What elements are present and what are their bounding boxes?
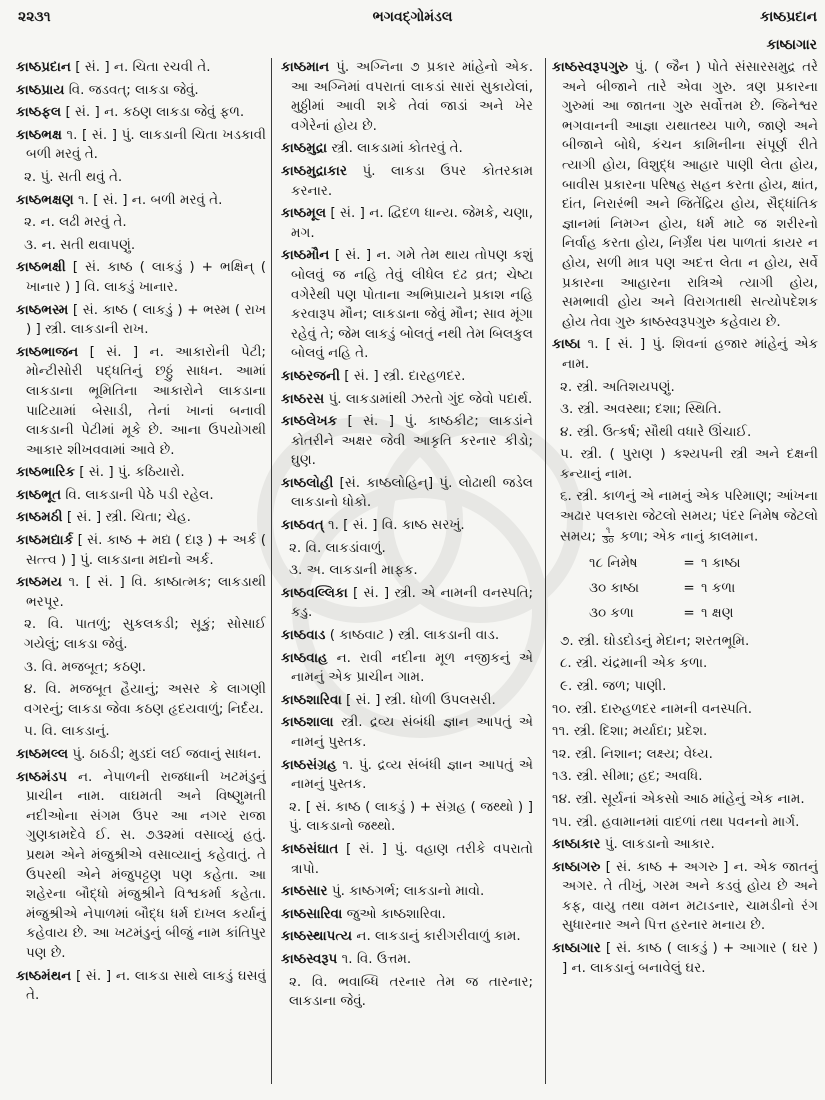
headword: કાષ્ઠવલ્લિકા (281, 584, 348, 601)
sense: ૫. વિ. લાકડાનું. (24, 723, 110, 740)
column-divider (545, 58, 546, 1084)
sense: ૧૧. સ્ત્રી. દિશા; મર્યાદા; પ્રદેશ. (552, 723, 708, 740)
definition: સ્ત્રી. લાકડામાં કોતરવું તે. (331, 140, 463, 157)
column-3 (552, 58, 818, 1088)
headword: કાષ્ઠસ્વરૂપગુરુ (552, 59, 629, 75)
column-2 (281, 58, 533, 1088)
sense-text: કળા; એક નાનું કાલમાન. (620, 528, 759, 545)
time-unit-table (552, 551, 818, 626)
headword: કાષ્ઠફલ (16, 104, 62, 121)
headword: કાષ્ઠશારિવા (281, 691, 342, 708)
headword: કાષ્ઠસ્વરૂપ (281, 950, 338, 967)
sense: ૩. સ્ત્રી. અવસ્થા; દશા; સ્થિતિ. (560, 401, 722, 418)
definition: ૧. [ સં. ] વિ. કાષ્ઠ સરખું. (327, 517, 465, 534)
sense: ૭. સ્ત્રી. ઘોડદોડનું મેદાન; શરતભૂમિ. (560, 632, 750, 649)
rhs: ૧ કાષ્ઠા (701, 554, 741, 571)
dictionary-entry (281, 905, 533, 925)
definition: [ સં. ] સ્ત્રી. દારહળદર. (344, 367, 466, 384)
definition: પું. લાકડા ઉપર કોતરકામ કરનાર. (291, 162, 533, 199)
definition: પું. અગ્નિના ૭ પ્રકાર માંહેનો એક. આ અગ્નિમાં વપરાતાં લાકડાં સારાં સુકાયેલાં, મુઠ્ઠીમાં આવી શકે તેવાં જાડાં અને ખેર વગેરેનાં હોય છે. (291, 59, 533, 134)
dictionary-entry (16, 103, 266, 123)
dictionary-entry (281, 882, 533, 902)
dictionary-entry (281, 713, 533, 752)
definition: [ સં. ] ન. કઠણ લાકડા જેવું ફળ. (65, 104, 245, 121)
dictionary-entry (552, 58, 818, 332)
dictionary-entry (16, 463, 266, 483)
headword: કાષ્ઠભારિક (16, 464, 75, 481)
dictionary-entry (16, 58, 266, 78)
definition: [ સં. ] પું. વહાણ તરીકે વપરાતો ત્રાપો. (291, 840, 533, 877)
definition: વિ. લાકડાની પેઠે પડી રહેલ. (65, 486, 214, 503)
headword: કાષ્ઠસંઘાત (281, 840, 339, 857)
definition: [સં. કાષ્ઠલોહિન્] પું. લોઢાથી જડેલ લાકડાનો ધોકો. (291, 474, 533, 511)
dictionary-entry (16, 191, 266, 211)
definition: [ સં. ] પું. કઠિયારો. (79, 464, 185, 481)
sense: ૪. સ્ત્રી. ઉત્કર્ષ; સૌથી વધારે ઊંચાઈ. (560, 423, 752, 440)
headword: કાષ્ઠવાહ (281, 649, 328, 666)
lhs: ૩૦ કાષ્ઠા (589, 579, 640, 596)
definition: પું. ( જૈન ) પોતે સંસારસમુદ્ર તરે અને બીજાને તારે એવા ગુરુ. ત્રણ પ્રકારના ગુરુમાં આ જાતના ગુરુ સર્વોત્તમ છે. જિનેશ્વર ભગવાનની આજ્ઞા યથાતથ્ય પાળે, જાણે અને બીજાને બોધે, કંચન કામિનીના સંપૂર્ણ રીતે ત્યાગી હોય, વિશુદ્ધ આહાર પાણી લેતા હોય, બાવીસ પ્રકારના પરિષહ સહન કરતા હોય, ક્ષાંત, દાંત, નિરારંભી અને જિતેંદ્રિય હોય, સૈદ્ધાંતિક જ્ઞાનમાં નિમગ્ન હોય, ધર્મ માટે જ શરીરનો નિર્વાહ કરતા હોય, નિર્ગ્રંથ પંથ પાળતાં કાયર ન હોય, સળી માત્ર પણ અદત્ત લેતા ન હોય, સર્વે પ્રકારના આહારના રાત્રિએ ત્યાગી હોય, સમભાવી હોય અને વિરાગતાથી સત્યોપદેશક હોય તેવા ગુરુ કાષ્ઠસ્વરૂપગુરુ કહેવાય છે. (562, 59, 818, 330)
sense: ૫. સ્ત્રી. ( પુરાણ ) કશ્યપની સ્ત્રી અને દક્ષની કન્યાનું નામ. (560, 446, 818, 482)
definition: પું. કાષ્ઠગર્ભ; લાકડાનો માવો. (331, 883, 485, 900)
headword: કાષ્ઠમૂલ (281, 205, 327, 222)
dictionary-entry (281, 390, 533, 410)
lhs: ૧૮ નિમેષ (589, 554, 638, 571)
dictionary-entry (281, 950, 533, 970)
dictionary-entry (16, 508, 266, 528)
definition: [ સં. ] સ્ત્રી. એ નામની વનસ્પતિ; કડુ. (291, 584, 533, 621)
definition: ૧. પું. દ્રવ્ય સંબંધી જ્ઞાન આપતું એ નામનું પુસ્તક. (291, 756, 533, 793)
equals-sign: = (683, 554, 695, 571)
definition: પું. લાકડામાંથી ઝરતો ગુંદ જેવો પદાર્થ. (328, 390, 533, 407)
definition: [ સં. કાષ્ઠ ( લાકડું ) + આગાર ( ઘર ) ] ન. લાકડાનું બનાવેલું ઘર. (562, 940, 818, 976)
sense: ૨. [ સં. કાષ્ઠ ( લાકડું ) + સંગ્રહ ( જથ્થો ) ] પું. લાકડાનો જથ્થો. (289, 798, 533, 835)
definition: ૧. વિ. ઉત્તમ. (341, 950, 412, 967)
dictionary-entry (281, 412, 533, 471)
definition: સ્ત્રી. દ્રવ્ય સંબંધી જ્ઞાન આપતું એ નામનું પુસ્તક. (291, 714, 533, 750)
definition: ન. નેપાળની રાજધાની ખટમંડુનું પ્રાચીન નામ. વાઘમતી અને વિષ્ણુમતી નદીઓના સંગમ ઉપર આ નગર રાજા ગુણકામદેવે ઈ. સ. ૭૩૨માં વસાવ્યું હતું. પ્રથમ એને મંજુશ્રીએ વસાવ્યાનું કહેવાતું. તે ઉપરથી એને મંજુપટ્ટણ પણ કહેતા. આ શહેરના બૌદ્ધો મંજુશ્રીને વિશ્વકર્મા કહેતા. મંજુશ્રીએ નેપાળમાં બૌદ્ધ ધર્મ દાખલ કર્યાનું કહેવાય છે. આ ખટમંડુનું બીજું નામ કાંતિપુર પણ છે. (26, 768, 266, 961)
sense: ૨. ન. લઢી મરવું તે. (24, 214, 127, 231)
headword: કાષ્ઠમાન (281, 59, 330, 75)
dictionary-entry (16, 486, 266, 506)
dictionary-entry (16, 745, 266, 765)
guide-word-first: કાષ્ઠપ્રદાન (760, 9, 817, 25)
column-1 (16, 58, 266, 1088)
headword: કાષ્ઠમય (16, 574, 62, 591)
guide-word-last: કાષ્ઠાગાર (766, 37, 817, 53)
definition: [ સં. ] સ્ત્રી. ધોળી ઉપલસરી. (346, 691, 496, 708)
headword: કાષ્ઠમંથન (16, 967, 72, 984)
dictionary-entry (281, 516, 533, 536)
headword: કાષ્ઠશાલા (281, 714, 334, 731)
headword: કાષ્ઠપ્રાય (16, 81, 65, 98)
sense: ૧૨. સ્ત્રી. નિશાન; લક્ષ્ય; વેધ્ય. (552, 745, 713, 762)
dictionary-entry (16, 258, 266, 297)
headword: કાષ્ઠરજની (281, 367, 340, 384)
time-unit-row (552, 551, 818, 576)
fraction-denominator: ૩૦ (602, 535, 614, 546)
headword: કાષ્ઠમદ્યાર્ક (16, 532, 74, 549)
headword: કાષ્ઠસ્થાપત્ય (281, 928, 353, 945)
sense: ૩. ન. સતી થવાપણું. (24, 236, 136, 253)
sense: ૧૫. સ્ત્રી. હવામાનમાં વાદળાં તથા પવનનો માર્ગ. (552, 813, 800, 830)
headword: કાષ્ઠવાડ (281, 627, 326, 644)
definition: [ સં. કાષ્ઠ ( લાકડું ) + ભક્ષિન્ ( ખાનાર ) ] વિ. લાકડું ખાનાર. (26, 259, 266, 295)
dictionary-entry (552, 939, 818, 978)
headword: કાષ્ઠપ્રદાન (16, 59, 71, 75)
sense: ૨. વિ. લાકડાંવાળું. (289, 539, 386, 556)
headword: કાષ્ઠલેખક (281, 413, 338, 430)
dictionary-entry (281, 840, 533, 879)
definition: ૧. [ સં. ] પું. લાકડાની ચિતા ખડકાવી બળી મરવું તે. (26, 126, 266, 163)
rhs: ૧ ક્ષણ (701, 604, 734, 621)
definition: [ સં. કાષ્ઠ + અગરુ ] ન. એક જાતનું અગર. તે તીખું, ગરમ અને કડવું હોય છે અને કફ, વાયુ તથા વમન મટાડનાર, ચામડીનો રંગ સુધારનાર અને પિત્ત હરનાર મનાય છે. (562, 858, 818, 934)
dictionary-entry (552, 858, 818, 936)
definition: ન. રાવી નદીના મૂળ નજીકનું એ નામનું એક પ્રાચીન ગામ. (291, 649, 533, 686)
sense: ૨. પું. સતી થવું તે. (24, 168, 123, 185)
headword: કાષ્ઠા (552, 336, 581, 353)
dictionary-entry (281, 204, 533, 243)
definition: [ સં. ] ન. દ્વિદળ ધાન્ય. જેમકે, ચણા, મગ. (291, 205, 533, 241)
time-unit-row (552, 601, 818, 626)
dictionary-entry (281, 162, 533, 201)
dictionary-entry (281, 756, 533, 795)
dictionary-entry (281, 584, 533, 623)
dictionary-entry (552, 835, 818, 855)
definition: ન. લાકડાનું કારીગરીવાળું કામ. (356, 928, 521, 945)
definition: પું. લાકડાનો આકાર. (604, 836, 715, 853)
definition: ૧. [ સં. ] વિ. કાષ્ઠાત્મક; લાકડાથી ભરપૂર. (26, 574, 266, 610)
dictionary-entry (281, 649, 533, 688)
dictionary-entry (16, 301, 266, 340)
definition: [ સં. ] સ્ત્રી. ચિતા; ચેહ. (66, 509, 191, 526)
headword: કાષ્ઠરસ (281, 390, 325, 407)
dictionary-entry (281, 626, 533, 646)
book-title: ભગવદ્ગોમંડલ (372, 9, 453, 25)
equals-sign: = (683, 579, 695, 596)
dictionary-entry (281, 246, 533, 364)
rhs: ૧ કળા (701, 579, 736, 596)
definition: [ સં. ] ન. લાકડા સાથે લાકડું ઘસવું તે. (26, 967, 266, 1004)
headword: કાષ્ઠભક્ષ (16, 126, 62, 143)
dictionary-entry (16, 126, 266, 165)
time-unit-row (552, 576, 818, 601)
headword: કાષ્ઠભક્ષણ (16, 191, 74, 208)
definition: ૧. [ સં. ] ન. બળી મરવું તે. (77, 191, 223, 208)
sense: ૧૪. સ્ત્રી. સૂર્યનાં એકસો આઠ માંહેનું એક નામ. (552, 790, 805, 807)
definition: [ સં. ] પું. કાષ્ઠકીટ; લાકડાંને કોતરીને અક્ષર જેવી આકૃતિ કરનાર કીડો; ઘુણ. (291, 413, 533, 469)
headword: કાષ્ઠાગરુ (552, 858, 601, 875)
headword: કાષ્ઠમુદ્રાકાર (281, 162, 347, 179)
definition: ૧. [ સં. ] પું. શિવનાં હજાર માંહેનું એક નામ. (562, 336, 818, 372)
sense: ૨. વિ. પાતળું; સુકલકડી; સૂકું; સોસાઈ ગયેલું; લાકડા જેવું. (24, 616, 266, 653)
dictionary-entry (281, 367, 533, 387)
dictionary-entry (281, 58, 533, 136)
dictionary-entry (281, 474, 533, 513)
dictionary-entry (281, 139, 533, 159)
dictionary-entry (552, 335, 818, 374)
headword: કાષ્ઠમુદ્રા (281, 140, 328, 157)
sense: ૧૦. સ્ત્રી. દારુહળદર નામની વનસ્પતિ. (552, 700, 753, 717)
dictionary-entry (281, 927, 533, 947)
sense: ૧૩. સ્ત્રી. સીમા; હદ; અવધિ. (552, 768, 703, 785)
dictionary-entry (16, 573, 266, 612)
sense (552, 487, 818, 546)
dictionary-entry (281, 691, 533, 711)
equals-sign: = (683, 604, 695, 621)
definition: જુઓ કાષ્ઠશારિવા. (346, 905, 446, 922)
dictionary-entry (16, 768, 266, 964)
headword: કાષ્ઠવત્ (281, 517, 324, 534)
sense: ૨. સ્ત્રી. અતિશયપણું. (560, 378, 675, 395)
sense: ૯. સ્ત્રી. જળ; પાણી. (560, 677, 667, 694)
definition: પું. ઠાઠડી; મુડદાં લઈ જવાનું સાધન. (72, 746, 262, 762)
headword: કાષ્ઠમંડપ (16, 768, 67, 785)
headword: કાષ્ઠલોહી (281, 474, 334, 491)
page-number: ૨૨૩૧ (18, 9, 51, 25)
headword: કાષ્ઠસારિવા (281, 905, 343, 922)
sense: ૩. વિ. મજબૂત; કઠણ. (24, 658, 147, 675)
sense: ૪. વિ. મજબૂત હૈયાનું; અસર કે લાગણી વગરનું; લાકડા જેવા કઠણ હૃદયવાળું; નિર્દય. (24, 681, 266, 717)
column-divider (271, 58, 272, 1084)
headword: કાષ્ઠમૌન (281, 247, 330, 264)
dictionary-entry (16, 967, 266, 1006)
headword: કાષ્ઠાગાર (552, 940, 601, 957)
headword: કાષ્ઠભસ્મ (16, 301, 69, 318)
definition: [ સં. ] ન. આકારોની પેટી; મોન્ટીસોરી પદ્ધતિનું છઠ્ઠું સાધન. આમાં લાકડાના ભૂમિતિના આકારોને લાકડાના પાટિયામાં બેસાડી, તેનાં ખાનાં બનાવી લાકડાની પેટીમાં મૂકે છે. આના ઉપયોગથી આકાર શીખવવામાં આવે છે. (26, 343, 266, 458)
headword: કાષ્ઠસાર (281, 883, 328, 900)
dictionary-entry (16, 531, 266, 570)
headword: કાષ્ઠાકાર (552, 836, 601, 853)
definition: ( કાષ્ઠવાટ ) સ્ત્રી. લાકડાની વાડ. (329, 627, 500, 644)
headword: કાષ્ઠભક્ષી (16, 259, 66, 276)
headword: કાષ્ઠસંગ્રહ (281, 756, 337, 773)
definition: [ સં. કાષ્ઠ + મદ્ય ( દારૂ ) + અર્ક ( સત્ત્વ ) ] પું. લાકડાના મદ્યનો અર્ક. (26, 532, 266, 568)
definition: [ સં. ] ન. ચિતા રચવી તે. (75, 59, 211, 75)
headword: કાષ્ઠમલ્લ (16, 746, 69, 762)
headword: કાષ્ઠભાજન (16, 343, 79, 360)
definition: [ સં. કાષ્ઠ ( લાકડું ) + ભસ્મ ( રાખ ) ] સ્ત્રી. લાકડાની રાખ. (26, 301, 266, 338)
lhs: ૩૦ કળા (589, 604, 634, 621)
definition: વિ. જડવત્; લાકડા જેવું. (68, 81, 199, 98)
headword: કાષ્ઠમઠી (16, 509, 63, 526)
sense: ૮. સ્ત્રી. ચંદ્રમાની એક કળા. (560, 655, 708, 672)
sense: ૩. અ. લાકડાની માફક. (289, 562, 418, 579)
definition: [ સં. ] ન. ગમે તેમ થાય તોપણ કશું બોલવું જ નહિ તેવું લીધેલ દઢ વ્રત; ચેષ્ટા વગેરેથી પણ પોતાના અભિપ્રાયને પ્રકાશ નહિ કરવારૂપ મૌન; લાકડાના જેવું મૌન; સાવ મૂંગા રહેવું તે; જેમ લાકડું બોલતું નથી તેમ બિલકુલ બોલવું નહિ તે. (291, 247, 533, 362)
sense-text: ૬. સ્ત્રી. કાળનું એ નામનું એક પરિમાણ; આંખના અઢાર પલકારા જેટલો સમય; પંદર નિમેષ જેટલો સમય; (560, 488, 818, 545)
fraction (602, 527, 613, 546)
headword: કાષ્ઠભૂત (16, 486, 62, 503)
sense: ૨. વિ. ભવાબ્ધિ તરનાર તેમ જ તારનાર; લાકડાના જેવું. (289, 973, 533, 1010)
dictionary-entry (16, 81, 266, 101)
dictionary-entry (16, 343, 266, 461)
fraction-numerator: ૧ (602, 527, 613, 537)
